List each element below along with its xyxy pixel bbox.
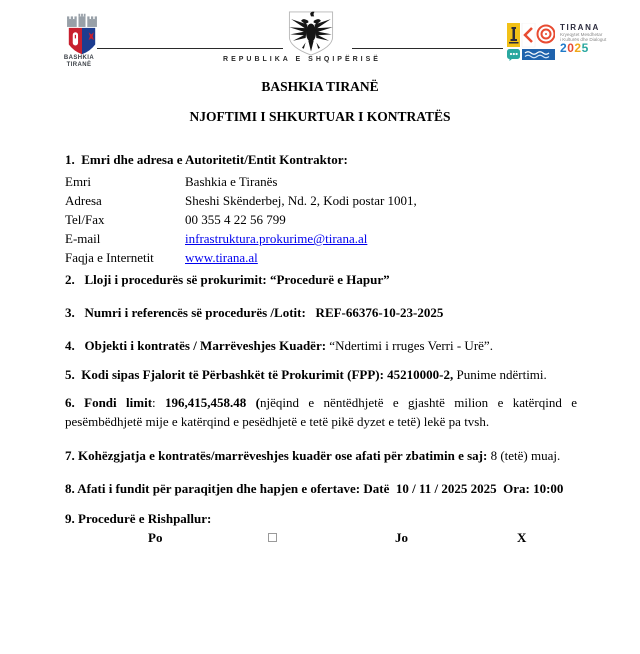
tirana2025-logo (507, 23, 623, 63)
tirana-logo-subtitle-line2: i Kulturës dhe Dialogut (560, 37, 607, 43)
contact-label: E-mail (65, 231, 101, 246)
doc-title: NJOFTIMI I SHKURTUAR I KONTRATËS (189, 109, 451, 124)
contact-row-adresa (65, 193, 577, 210)
website-link[interactable]: www.tirana.al (185, 250, 258, 265)
municipality-logo-label-line2: TIRANË (66, 61, 92, 68)
section-4-label: 4. Objekti i kontratës / Marrëveshjes Kuadër: (65, 338, 327, 353)
section-6-line2: pesëmbëdhjetë mije e katërqind e pesëdhjetë e tetë pikë dyzet e tetë) lekë pa tvsh. (65, 414, 490, 429)
waves-icon (522, 49, 555, 60)
section-6-label: 6. Fondi limit (65, 395, 153, 410)
contact-row-website (65, 250, 577, 267)
speech-bubble-icon (507, 49, 520, 61)
empty-checkbox-icon (268, 533, 277, 542)
municipality-logo-label (47, 55, 111, 68)
contact-label: Faqja e Internetit (65, 250, 154, 265)
jo-label: Jo (395, 530, 408, 545)
tirana-logo-year: 2025 (560, 41, 589, 56)
section-7-value: 8 (tetë) muaj. (487, 448, 561, 463)
contact-row-emri (65, 174, 577, 191)
tirana2025-tiles-icon (507, 23, 555, 61)
po-label: Po (148, 530, 163, 545)
municipality-crest-icon (57, 12, 107, 56)
contact-value: Bashkia e Tiranës (185, 174, 278, 189)
contact-row-telfax (65, 212, 577, 229)
tirana-logo-subtitle-line1: Kryeqytet Mesdhetar (560, 32, 603, 37)
municipality-logo (57, 12, 107, 56)
selected-mark: X (517, 530, 527, 545)
tirana-logo-title: TIRANA (560, 23, 600, 32)
section-5-cpv-code (65, 367, 577, 383)
section-7-label: 7. Kohëzgjatja e kontratës/marrëveshjes kuadër ose afati për zbatimin e saj: (65, 448, 488, 463)
contact-label: Tel/Fax (65, 212, 105, 227)
section-5-value: Punime ndërtimi. (453, 367, 547, 382)
contact-value: Sheshi Skënderbej, Nd. 2, Kodi postar 1001, (185, 193, 417, 208)
republic-eagle-icon (284, 10, 338, 57)
section-7-duration (65, 448, 577, 464)
municipality-logo-label-line1: BASHKIA (63, 55, 95, 61)
contact-label: Adresa (65, 193, 102, 208)
section-1-heading: 1. Emri dhe adresa e Autoritetit/Entit Kontraktor: (65, 152, 348, 167)
section-3-reference-number: 3. Numri i referencës së procedurës /Lotit: REF-66376-10-23-2025 (65, 305, 444, 320)
email-link[interactable]: infrastruktura.prokurime@tirana.al (185, 231, 368, 246)
section-4-value: “Ndertimi i rruges Verri - Urë”. (326, 338, 493, 353)
section-6-fund-limit (65, 395, 577, 433)
contact-value: 00 355 4 22 56 799 (185, 212, 286, 227)
header-rule-left (97, 48, 283, 49)
header-rule-right (352, 48, 503, 49)
section-2-procedure-type: 2. Lloji i procedurës së prokurimit: “Procedurë e Hapur” (65, 272, 390, 287)
section-6-amount: 196,415,458.48 ( (165, 395, 261, 410)
section-8-deadline: 8. Afati i fundit për paraqitjen dhe hapjen e ofertave: Datë 10 / 11 / 2025 2025 Ora: 10:00 (65, 481, 564, 496)
rings-icon (538, 26, 555, 43)
section-6-line1 (65, 395, 577, 414)
section-9-heading: 9. Procedurë e Rishpallur: (65, 511, 212, 526)
org-title: BASHKIA TIRANË (261, 79, 379, 94)
section-4-contract-object (65, 338, 577, 354)
section-5-label: 5. Kodi sipas Fjalorit të Përbashkët të Prokurimit (FPP): 45210000-2, (65, 367, 454, 382)
contact-label: Emri (65, 174, 91, 189)
republic-caption: REPUBLIKA E SHQIPËRISË (223, 56, 381, 63)
contact-row-email (65, 231, 577, 248)
section-9-options-row (65, 530, 577, 546)
section-6-words: njëqind e nëntëdhjetë e gjashtë milion e katërqind e (260, 395, 577, 410)
section-6-colon: : (152, 395, 166, 410)
